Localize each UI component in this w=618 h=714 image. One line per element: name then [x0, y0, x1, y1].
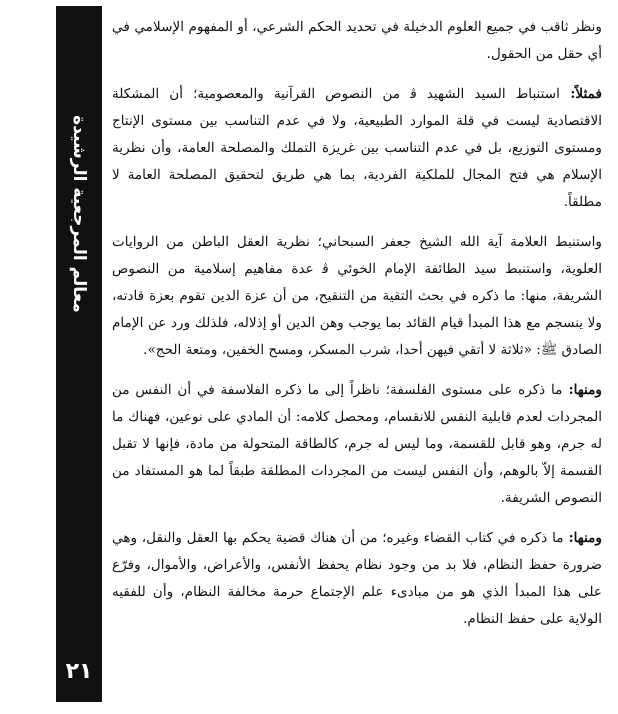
paragraph-5 — [112, 525, 602, 633]
paragraph-4 — [112, 377, 602, 512]
page-number: ٢١ — [65, 659, 93, 684]
paragraph-text: واستنبط العلامة آية الله الشيخ جعفر السبحاني؛ نظرية العقل الباطن من الروايات العلوية، واستنبط سيد الطائفة الإمام الخوئي ﭬ عدة مفاهيم إسلامية من النصوص الشريفة، منها: ما ذكره في بحث التقية من التنقيح، من أن عزة الدين تقوم بعزة قادته، ولا ينسجم مع هذا المبدأ قيام القائد بما يوجب وهن الدين أو إذلاله، فلذلك ورد عن الإمام الصادق ﷺ: «ثلاثة لا أتقي فيهن أحدا، شرب المسكر، ومسح الخفين، ومتعة الحج». — [112, 234, 602, 358]
running-title — [56, 34, 102, 394]
paragraph-lead: ومنها: — [562, 382, 602, 398]
paragraph-text: استنباط السيد الشهيد ﭬ من النصوص القرآنية والمعصومية؛ أن المشكلة الاقتصادية ليست في قلة الموارد الطبيعية، ولا في عدم التناسب بين مستوى الإنتاج ومستوى التوزيع، بل في عدم التناسب بين غريزة التملك والمصلحة العامة، وأن نظرية الإسلام هي فتح المجال للملكية الفردية، بما هي طريق لتحقيق المصلحة العامة لا مطلقاً. — [112, 86, 602, 210]
paragraph-text: ما ذكره في كتاب القضاء وغيره؛ من أن هناك قضية يحكم بها العقل والنقل، وهي ضرورة حفظ النظام، فلا بد من وجود نظام يحفظ الأنفس، والأعراض، والأموال، وفرّع على هذا المبدأ الذي هو من مبادىء علم الإجتماع حرمة مخالفة النظام، وأن للفقيه الولاية على حفظ النظام. — [112, 530, 602, 627]
paragraph-1 — [112, 14, 602, 68]
paragraph-lead: فمثلاً: — [559, 86, 602, 102]
running-title-text: معالم المرجعية الرشيدة — [69, 115, 90, 313]
body-text — [112, 14, 602, 704]
sidebar-band — [56, 6, 102, 702]
paragraph-text: ما ذكره على مستوى الفلسفة؛ ناظراً إلى ما ذكره الفلاسفة في أن النفس من المجردات لعدم قابلية النفس للانقسام، ومحصل كلامه: أن المادي على نوعين، فهناك ما له جرم، وهو قابل للقسمة، وما ليس له جرم، كالطاقة المتحولة من مادة، فإنها لا تقبل القسمة إلاّ بالوهم، وأن النفس ليست من المجردات المطلقة طبقاً لما هو المستفاد من النصوص الشريفة. — [112, 382, 602, 506]
paragraph-lead: ومنها: — [563, 530, 602, 546]
paragraph-3 — [112, 229, 602, 364]
paragraph-text: ونظر ثاقب في جميع العلوم الدخيلة في تحديد الحكم الشرعي، أو المفهوم الإسلامي في أي حقل من الحقول. — [112, 19, 602, 62]
paragraph-2 — [112, 81, 602, 216]
